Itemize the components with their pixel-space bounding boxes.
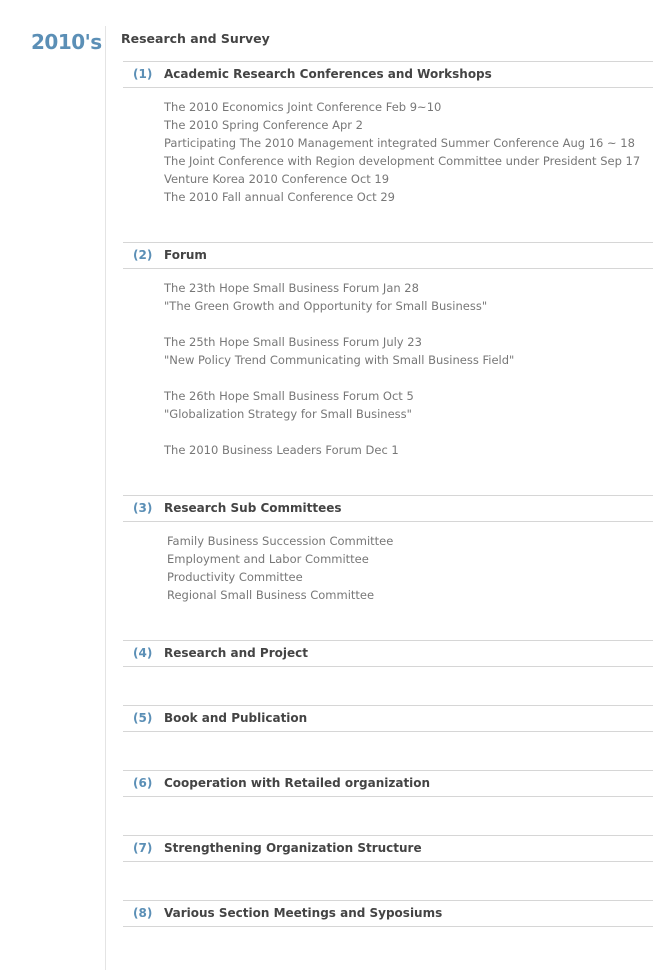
section-header <box>123 770 653 797</box>
list-item: "The Green Growth and Opportunity for Small Business" <box>164 299 488 313</box>
list-item: "Globalization Strategy for Small Business" <box>164 407 412 421</box>
list-item: Productivity Committee <box>167 570 303 584</box>
section-title: Cooperation with Retailed organization <box>164 776 431 790</box>
section-number: (3) <box>133 501 153 515</box>
section-academic-conferences <box>123 61 653 206</box>
section-title: Academic Research Conferences and Workshops <box>164 67 492 81</box>
year-label: 2010's <box>31 30 102 54</box>
section-header <box>123 705 653 732</box>
section-forum <box>123 242 653 459</box>
section-body <box>123 522 653 604</box>
section-header <box>123 495 653 522</box>
list-item: The 2010 Fall annual Conference Oct 29 <box>164 190 395 204</box>
section-body <box>123 88 653 206</box>
section-book-and-publication <box>123 705 653 732</box>
section-organization-structure <box>123 835 653 862</box>
section-cooperation <box>123 770 653 797</box>
page-title: Research and Survey <box>121 31 270 46</box>
section-title: Research and Project <box>164 646 308 660</box>
list-item: The 26th Hope Small Business Forum Oct 5 <box>164 389 414 403</box>
section-number: (2) <box>133 248 153 262</box>
section-number: (8) <box>133 906 153 920</box>
list-item: The 2010 Business Leaders Forum Dec 1 <box>164 443 399 457</box>
section-header <box>123 242 653 269</box>
section-number: (6) <box>133 776 153 790</box>
section-title: Various Section Meetings and Syposiums <box>164 906 443 920</box>
section-title: Book and Publication <box>164 711 308 725</box>
section-header <box>123 61 653 88</box>
section-number: (7) <box>133 841 153 855</box>
list-item: The 2010 Spring Conference Apr 2 <box>164 118 363 132</box>
list-item: The 25th Hope Small Business Forum July 23 <box>164 335 422 349</box>
list-item: Participating The 2010 Management integrated Summer Conference Aug 16 ~ 18 <box>164 136 635 150</box>
section-header <box>123 900 653 927</box>
list-item: Family Business Succession Committee <box>167 534 394 548</box>
list-item: The 2010 Economics Joint Conference Feb 9~10 <box>164 100 442 114</box>
section-research-sub-committees <box>123 495 653 604</box>
section-meetings-and-symposiums <box>123 900 653 927</box>
section-title: Research Sub Committees <box>164 501 342 515</box>
list-item: The 23th Hope Small Business Forum Jan 28 <box>164 281 419 295</box>
list-item: "New Policy Trend Communicating with Small Business Field" <box>164 353 515 367</box>
vertical-divider <box>105 26 106 970</box>
section-number: (4) <box>133 646 153 660</box>
section-title: Forum <box>164 248 207 262</box>
section-header <box>123 640 653 667</box>
list-item: Regional Small Business Committee <box>167 588 375 602</box>
section-title: Strengthening Organization Structure <box>164 841 422 855</box>
list-item: The Joint Conference with Region development Committee under President Sep 17 <box>164 154 641 168</box>
section-number: (5) <box>133 711 153 725</box>
list-item: Employment and Labor Committee <box>167 552 369 566</box>
section-body <box>123 269 653 459</box>
section-header <box>123 835 653 862</box>
section-research-and-project <box>123 640 653 667</box>
list-item: Venture Korea 2010 Conference Oct 19 <box>164 172 390 186</box>
section-number: (1) <box>133 67 153 81</box>
